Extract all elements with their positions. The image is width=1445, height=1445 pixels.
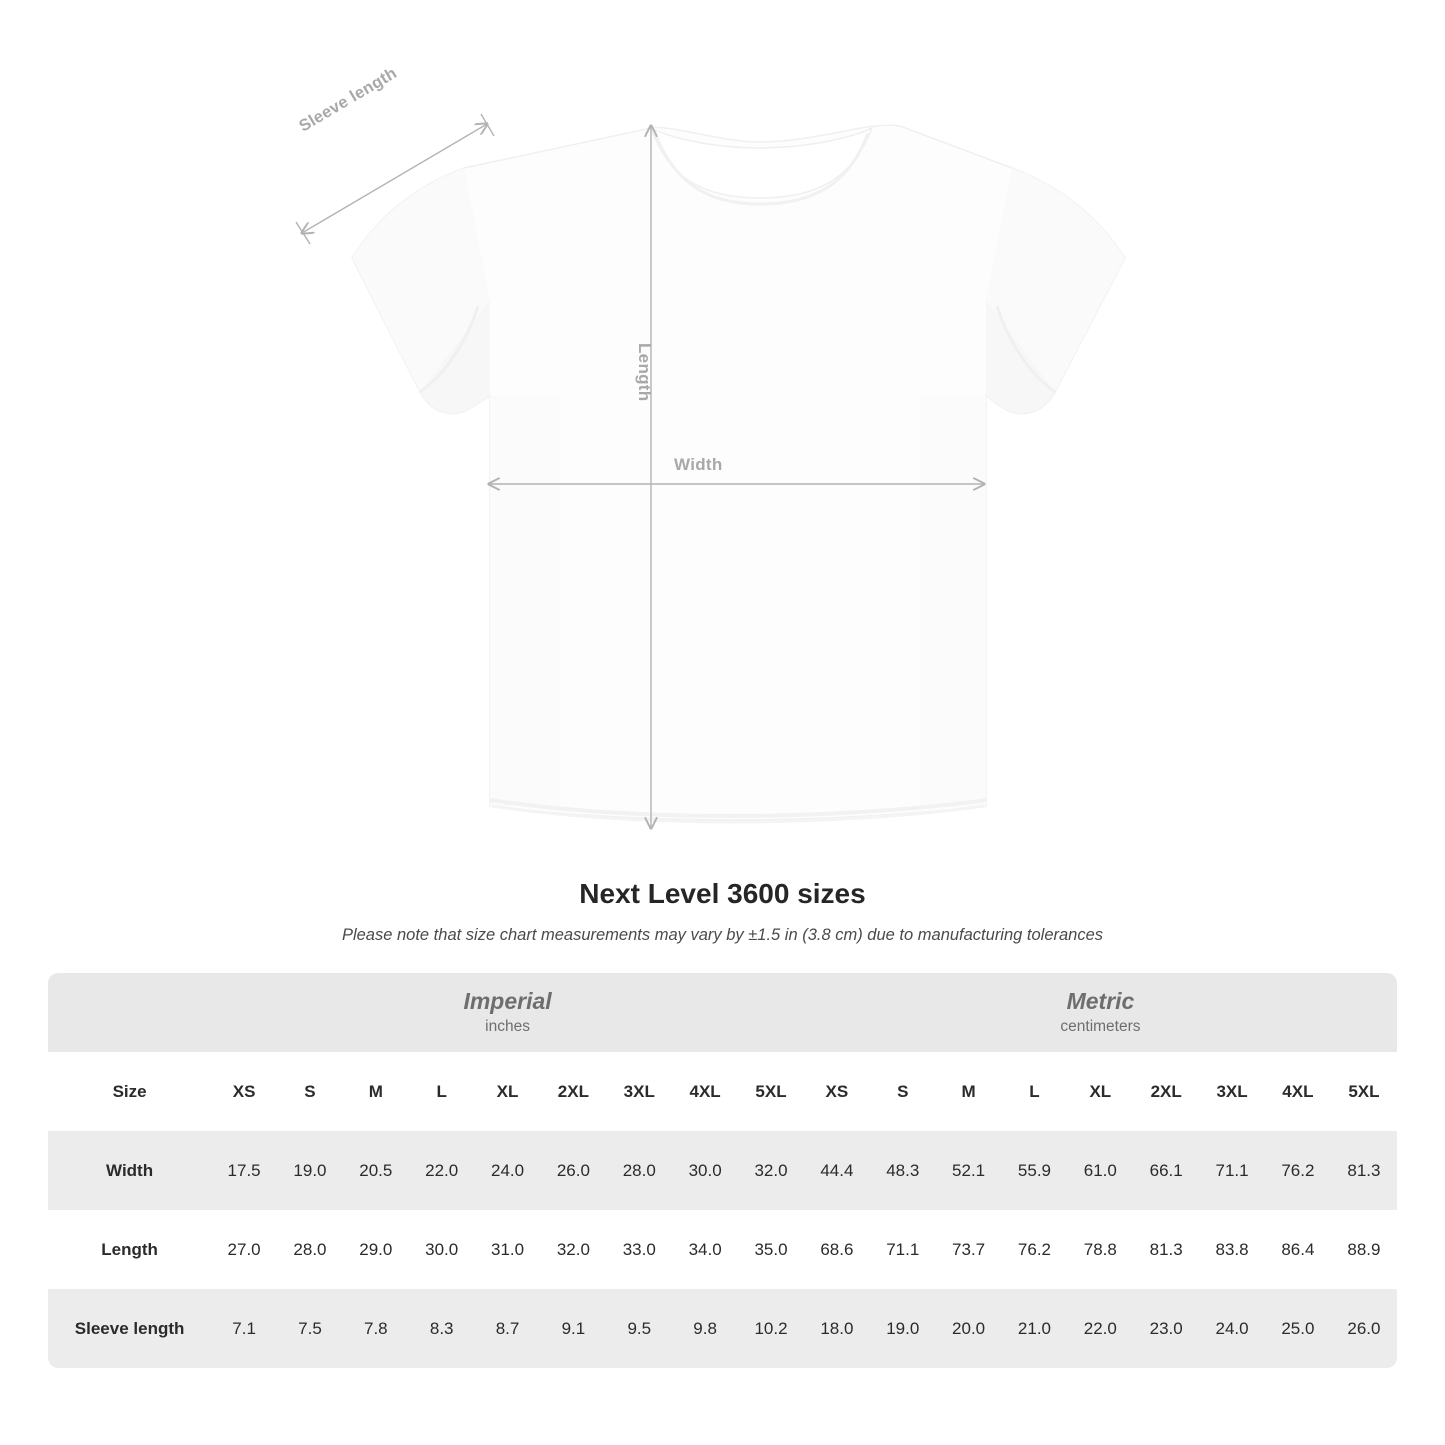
tolerance-note: Please note that size chart measurements may vary by ±1.5 in (3.8 cm) due to manufacturing tolerances (341, 926, 1104, 944)
table-cell: 83.8 (1199, 1210, 1265, 1289)
size-header-cell: 4XL (1265, 1052, 1331, 1131)
table-cell: 48.3 (870, 1131, 936, 1210)
table-row (48, 1210, 1397, 1289)
table-row (48, 1131, 1397, 1210)
title-block (0, 878, 1445, 945)
table-row (48, 1289, 1397, 1368)
size-header-cell: L (1002, 1052, 1068, 1131)
table-cell: 86.4 (1265, 1210, 1331, 1289)
imperial-label: Imperial (463, 987, 552, 1014)
table-cell: 76.2 (1002, 1210, 1068, 1289)
table-cell: 68.6 (804, 1210, 870, 1289)
table-cell: 9.5 (606, 1289, 672, 1368)
table-cell: 7.5 (277, 1289, 343, 1368)
size-header-cell: S (277, 1052, 343, 1131)
table-cell: 55.9 (1002, 1131, 1068, 1210)
size-header-cell: 3XL (606, 1052, 672, 1131)
table-cell: 32.0 (540, 1210, 606, 1289)
size-header-cell: 5XL (1331, 1052, 1397, 1131)
table-cell: 23.0 (1133, 1289, 1199, 1368)
table-cell: 88.9 (1331, 1210, 1397, 1289)
table-cell: 18.0 (804, 1289, 870, 1368)
table-cell: 19.0 (870, 1289, 936, 1368)
table-cell: 24.0 (1199, 1289, 1265, 1368)
table-cell: 44.4 (804, 1131, 870, 1210)
page-title: Next Level 3600 sizes (579, 878, 866, 909)
table-cell: 10.2 (738, 1289, 804, 1368)
width-label: Width (674, 455, 723, 474)
imperial-sublabel: inches (485, 1018, 530, 1036)
size-header-cell: XL (1067, 1052, 1133, 1131)
sleeve-length-label: Sleeve length (296, 64, 401, 136)
row-label-sleeve-length: Sleeve length (48, 1289, 211, 1368)
size-header-cell: 3XL (1199, 1052, 1265, 1131)
size-header-cell: 5XL (738, 1052, 804, 1131)
table-cell: 22.0 (409, 1131, 475, 1210)
table-cell: 32.0 (738, 1131, 804, 1210)
size-header-cell: XS (804, 1052, 870, 1131)
table-cell: 26.0 (540, 1131, 606, 1210)
table-cell: 52.1 (936, 1131, 1002, 1210)
table-cell: 8.3 (409, 1289, 475, 1368)
table-cell: 73.7 (936, 1210, 1002, 1289)
table-cell: 21.0 (1002, 1289, 1068, 1368)
size-header-cell: XL (475, 1052, 541, 1131)
table-cell: 24.0 (475, 1131, 541, 1210)
table-cell: 26.0 (1331, 1289, 1397, 1368)
table-cell: 71.1 (1199, 1131, 1265, 1210)
table-cell: 20.5 (343, 1131, 409, 1210)
size-header-cell: L (409, 1052, 475, 1131)
table-cell: 28.0 (277, 1210, 343, 1289)
size-header-row (48, 1052, 1397, 1131)
metric-label: Metric (1066, 987, 1135, 1014)
size-header-label: Size (48, 1052, 211, 1131)
table-cell: 71.1 (870, 1210, 936, 1289)
table-cell: 34.0 (672, 1210, 738, 1289)
table-cell: 20.0 (936, 1289, 1002, 1368)
table-cell: 25.0 (1265, 1289, 1331, 1368)
size-header-cell: S (870, 1052, 936, 1131)
table-cell: 78.8 (1067, 1210, 1133, 1289)
table-cell: 17.5 (211, 1131, 277, 1210)
table-cell: 8.7 (475, 1289, 541, 1368)
row-label-length: Length (48, 1210, 211, 1289)
size-header-cell: 4XL (672, 1052, 738, 1131)
table-cell: 81.3 (1331, 1131, 1397, 1210)
row-label-width: Width (48, 1131, 211, 1210)
table-cell: 9.1 (540, 1289, 606, 1368)
table-cell: 66.1 (1133, 1131, 1199, 1210)
metric-header-cell (804, 973, 1397, 1052)
unit-header-row (48, 973, 1397, 1052)
size-table-wrapper (48, 973, 1397, 1368)
table-cell: 9.8 (672, 1289, 738, 1368)
size-header-cell: XS (211, 1052, 277, 1131)
imperial-header-cell (211, 973, 804, 1052)
length-label: Length (635, 343, 654, 402)
table-cell: 7.1 (211, 1289, 277, 1368)
unit-corner-cell (48, 973, 211, 1052)
sleeve-dimension-line (302, 124, 487, 233)
table-cell: 31.0 (475, 1210, 541, 1289)
table-cell: 35.0 (738, 1210, 804, 1289)
size-header-cell: 2XL (1133, 1052, 1199, 1131)
size-header-cell: M (936, 1052, 1002, 1131)
table-cell: 7.8 (343, 1289, 409, 1368)
table-cell: 81.3 (1133, 1210, 1199, 1289)
table-cell: 33.0 (606, 1210, 672, 1289)
table-cell: 28.0 (606, 1131, 672, 1210)
size-table (48, 973, 1397, 1368)
size-header-cell: 2XL (540, 1052, 606, 1131)
metric-sublabel: centimeters (1060, 1018, 1141, 1036)
table-cell: 30.0 (672, 1131, 738, 1210)
table-cell: 27.0 (211, 1210, 277, 1289)
table-cell: 29.0 (343, 1210, 409, 1289)
table-cell: 76.2 (1265, 1131, 1331, 1210)
table-cell: 30.0 (409, 1210, 475, 1289)
size-header-cell: M (343, 1052, 409, 1131)
table-cell: 19.0 (277, 1131, 343, 1210)
table-cell: 22.0 (1067, 1289, 1133, 1368)
table-cell: 61.0 (1067, 1131, 1133, 1210)
